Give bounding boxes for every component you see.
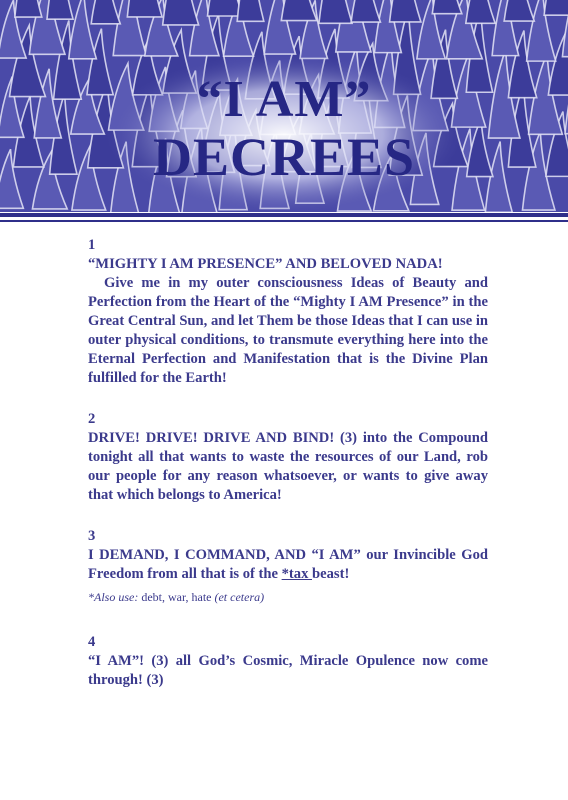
flame-shape [390, 0, 421, 22]
decree-body-text: I DEMAND, I COMMAND, AND “I AM” our Invincible God Freedom from all that is of the [88, 547, 488, 582]
flame-shape [432, 0, 462, 14]
decree-number: 3 [88, 528, 96, 544]
underlined-word: *tax [281, 566, 313, 582]
decree-heading: “MIGHTY I AM PRESENCE” AND BELOVED NADA! [88, 256, 443, 272]
decree-1 [88, 236, 488, 388]
decree-body: “I AM”! (3) all God’s Cosmic, Miracle Opulence now come through! (3) [88, 653, 488, 688]
header-banner [0, 0, 568, 212]
decree-number: 4 [88, 634, 96, 650]
decree-number: 1 [88, 237, 96, 253]
decree-body [88, 546, 488, 584]
decree-2 [88, 410, 488, 505]
flame-shape [237, 0, 264, 21]
decree-number: 2 [88, 411, 96, 427]
divider-thin [0, 220, 568, 222]
decree-4 [88, 633, 488, 690]
flame-shape [319, 0, 352, 23]
flame-shape [15, 0, 42, 17]
title-line-1: “I AM” [196, 71, 372, 128]
title-line-2: DECREES [152, 127, 416, 187]
flame-shape [127, 0, 162, 17]
note-text: debt, war, hate [138, 590, 215, 604]
flame-shape [47, 0, 73, 19]
divider-thick [0, 213, 568, 217]
decree-body: DRIVE! DRIVE! DRIVE AND BIND! (3) into the Compound tonight all that wants to waste the resources of our Land, rob our people for any reason whatsoever, or wants to give away that which belongs to America! [88, 430, 488, 503]
decree-body: Give me in my outer consciousness Ideas of Beauty and Perfection from the Heart of the “Mighty I AM Presence” in the Great Central Sun, and let Them be those Ideas that I can use in outer physical conditions, to transmute everything here into the Eternal Perfection and Manifestation that is the Divine Plan fulfilled for the Earth! [88, 275, 489, 386]
note-prefix: *Also use: [88, 590, 139, 604]
flame-shape [163, 0, 199, 25]
decree-list [88, 236, 488, 709]
decree-3 [88, 527, 488, 607]
decree-body-end: beast! [312, 566, 350, 582]
note-suffix: (et cetera) [214, 590, 265, 604]
decree-note [88, 588, 488, 607]
flame-shape [544, 0, 568, 15]
